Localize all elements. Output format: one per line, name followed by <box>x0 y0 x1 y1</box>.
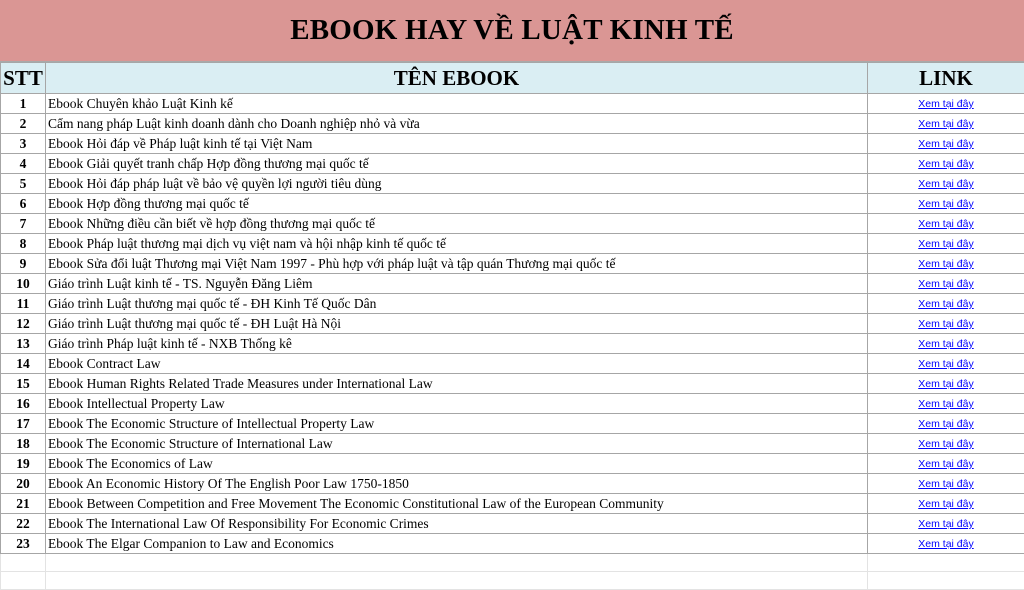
row-number: 1 <box>1 94 46 114</box>
row-number: 17 <box>1 414 46 434</box>
view-here-link[interactable]: Xem tại đây <box>918 158 973 170</box>
link-cell <box>868 394 1024 414</box>
ebook-name: Ebook Sửa đổi luật Thương mại Việt Nam 1997 - Phù hợp với pháp luật và tập quán Thương mại quốc tế <box>46 254 868 274</box>
column-header-stt: STT <box>1 63 46 94</box>
column-header-name: TÊN EBOOK <box>46 63 868 94</box>
ebook-name: Ebook The Economics of Law <box>46 454 868 474</box>
header-row <box>1 63 1024 94</box>
row-number: 23 <box>1 534 46 554</box>
link-cell <box>868 94 1024 114</box>
table-row <box>1 394 1024 414</box>
table-row <box>1 514 1024 534</box>
view-here-link[interactable]: Xem tại đây <box>918 98 973 110</box>
table-body <box>1 94 1024 590</box>
link-cell <box>868 274 1024 294</box>
view-here-link[interactable]: Xem tại đây <box>918 258 973 270</box>
view-here-link[interactable]: Xem tại đây <box>918 338 973 350</box>
link-cell <box>868 134 1024 154</box>
ebook-name: Giáo trình Luật kinh tế - TS. Nguyễn Đăng Liêm <box>46 274 868 294</box>
link-cell <box>868 314 1024 334</box>
view-here-link[interactable]: Xem tại đây <box>918 178 973 190</box>
table-row <box>1 314 1024 334</box>
view-here-link[interactable]: Xem tại đây <box>918 138 973 150</box>
view-here-link[interactable]: Xem tại đây <box>918 318 973 330</box>
row-number: 5 <box>1 174 46 194</box>
view-here-link[interactable]: Xem tại đây <box>918 498 973 510</box>
ebook-name: Ebook Contract Law <box>46 354 868 374</box>
ebook-name: Ebook Hỏi đáp pháp luật về bảo vệ quyền lợi người tiêu dùng <box>46 174 868 194</box>
link-cell <box>868 374 1024 394</box>
ebook-name: Giáo trình Luật thương mại quốc tế - ĐH Luật Hà Nội <box>46 314 868 334</box>
table-row <box>1 254 1024 274</box>
link-cell <box>868 234 1024 254</box>
ebook-name: Ebook Intellectual Property Law <box>46 394 868 414</box>
ebook-name: Ebook Hợp đồng thương mại quốc tế <box>46 194 868 214</box>
row-number: 2 <box>1 114 46 134</box>
link-cell <box>868 294 1024 314</box>
row-number: 7 <box>1 214 46 234</box>
ebook-table <box>0 62 1024 590</box>
table-row <box>1 334 1024 354</box>
empty-cell[interactable] <box>1 554 46 572</box>
row-number: 10 <box>1 274 46 294</box>
view-here-link[interactable]: Xem tại đây <box>918 378 973 390</box>
table-row <box>1 434 1024 454</box>
row-number: 6 <box>1 194 46 214</box>
table-row <box>1 234 1024 254</box>
link-cell <box>868 154 1024 174</box>
row-number: 16 <box>1 394 46 414</box>
sheet-title: EBOOK HAY VỀ LUẬT KINH TẾ <box>0 0 1024 62</box>
link-cell <box>868 354 1024 374</box>
row-number: 19 <box>1 454 46 474</box>
row-number: 8 <box>1 234 46 254</box>
view-here-link[interactable]: Xem tại đây <box>918 118 973 130</box>
ebook-name: Ebook The Economic Structure of Intellectual Property Law <box>46 414 868 434</box>
ebook-name: Ebook Những điều cần biết về hợp đồng thương mại quốc tế <box>46 214 868 234</box>
view-here-link[interactable]: Xem tại đây <box>918 198 973 210</box>
view-here-link[interactable]: Xem tại đây <box>918 398 973 410</box>
link-cell <box>868 534 1024 554</box>
view-here-link[interactable]: Xem tại đây <box>918 418 973 430</box>
table-row <box>1 134 1024 154</box>
link-cell <box>868 174 1024 194</box>
ebook-name: Ebook The International Law Of Responsibility For Economic Crimes <box>46 514 868 534</box>
table-row <box>1 374 1024 394</box>
row-number: 3 <box>1 134 46 154</box>
view-here-link[interactable]: Xem tại đây <box>918 358 973 370</box>
ebook-name: Cẩm nang pháp Luật kinh doanh dành cho Doanh nghiệp nhỏ và vừa <box>46 114 868 134</box>
table-row <box>1 494 1024 514</box>
link-cell <box>868 114 1024 134</box>
empty-cell[interactable] <box>46 554 868 572</box>
table-row <box>1 174 1024 194</box>
view-here-link[interactable]: Xem tại đây <box>918 458 973 470</box>
ebook-name: Ebook The Elgar Companion to Law and Economics <box>46 534 868 554</box>
view-here-link[interactable]: Xem tại đây <box>918 218 973 230</box>
view-here-link[interactable]: Xem tại đây <box>918 298 973 310</box>
empty-row <box>1 554 1024 572</box>
table-row <box>1 94 1024 114</box>
row-number: 22 <box>1 514 46 534</box>
view-here-link[interactable]: Xem tại đây <box>918 278 973 290</box>
ebook-name: Ebook Between Competition and Free Movement The Economic Constitutional Law of the European Community <box>46 494 868 514</box>
table-row <box>1 454 1024 474</box>
row-number: 21 <box>1 494 46 514</box>
link-cell <box>868 414 1024 434</box>
link-cell <box>868 434 1024 454</box>
row-number: 14 <box>1 354 46 374</box>
row-number: 9 <box>1 254 46 274</box>
view-here-link[interactable]: Xem tại đây <box>918 238 973 250</box>
view-here-link[interactable]: Xem tại đây <box>918 478 973 490</box>
row-number: 11 <box>1 294 46 314</box>
link-cell <box>868 334 1024 354</box>
link-cell <box>868 254 1024 274</box>
link-cell <box>868 454 1024 474</box>
link-cell <box>868 474 1024 494</box>
table-row <box>1 194 1024 214</box>
empty-cell[interactable] <box>868 554 1024 572</box>
table-row <box>1 274 1024 294</box>
ebook-name: Ebook Hỏi đáp về Pháp luật kinh tế tại Việt Nam <box>46 134 868 154</box>
link-cell <box>868 194 1024 214</box>
table-row <box>1 534 1024 554</box>
table-row <box>1 474 1024 494</box>
table-row <box>1 354 1024 374</box>
link-cell <box>868 514 1024 534</box>
view-here-link[interactable]: Xem tại đây <box>918 538 973 550</box>
empty-cell[interactable] <box>868 572 1024 590</box>
row-number: 20 <box>1 474 46 494</box>
column-header-link: LINK <box>868 63 1024 94</box>
link-cell <box>868 494 1024 514</box>
table-row <box>1 414 1024 434</box>
row-number: 4 <box>1 154 46 174</box>
row-number: 12 <box>1 314 46 334</box>
row-number: 15 <box>1 374 46 394</box>
ebook-name: Ebook Chuyên khảo Luật Kinh kế <box>46 94 868 114</box>
ebook-name: Ebook Pháp luật thương mại dịch vụ việt nam và hội nhập kinh tế quốc tế <box>46 234 868 254</box>
empty-row <box>1 572 1024 590</box>
table-row <box>1 154 1024 174</box>
link-cell <box>868 214 1024 234</box>
table-row <box>1 114 1024 134</box>
ebook-name: Giáo trình Luật thương mại quốc tế - ĐH Kinh Tế Quốc Dân <box>46 294 868 314</box>
ebook-name: Giáo trình Pháp luật kinh tế - NXB Thống kê <box>46 334 868 354</box>
table-row <box>1 214 1024 234</box>
row-number: 18 <box>1 434 46 454</box>
ebook-name: Ebook Human Rights Related Trade Measures under International Law <box>46 374 868 394</box>
view-here-link[interactable]: Xem tại đây <box>918 438 973 450</box>
ebook-name: Ebook An Economic History Of The English Poor Law 1750-1850 <box>46 474 868 494</box>
ebook-name: Ebook The Economic Structure of International Law <box>46 434 868 454</box>
view-here-link[interactable]: Xem tại đây <box>918 518 973 530</box>
empty-cell[interactable] <box>1 572 46 590</box>
ebook-name: Ebook Giải quyết tranh chấp Hợp đồng thương mại quốc tế <box>46 154 868 174</box>
empty-cell[interactable] <box>46 572 868 590</box>
table-row <box>1 294 1024 314</box>
row-number: 13 <box>1 334 46 354</box>
